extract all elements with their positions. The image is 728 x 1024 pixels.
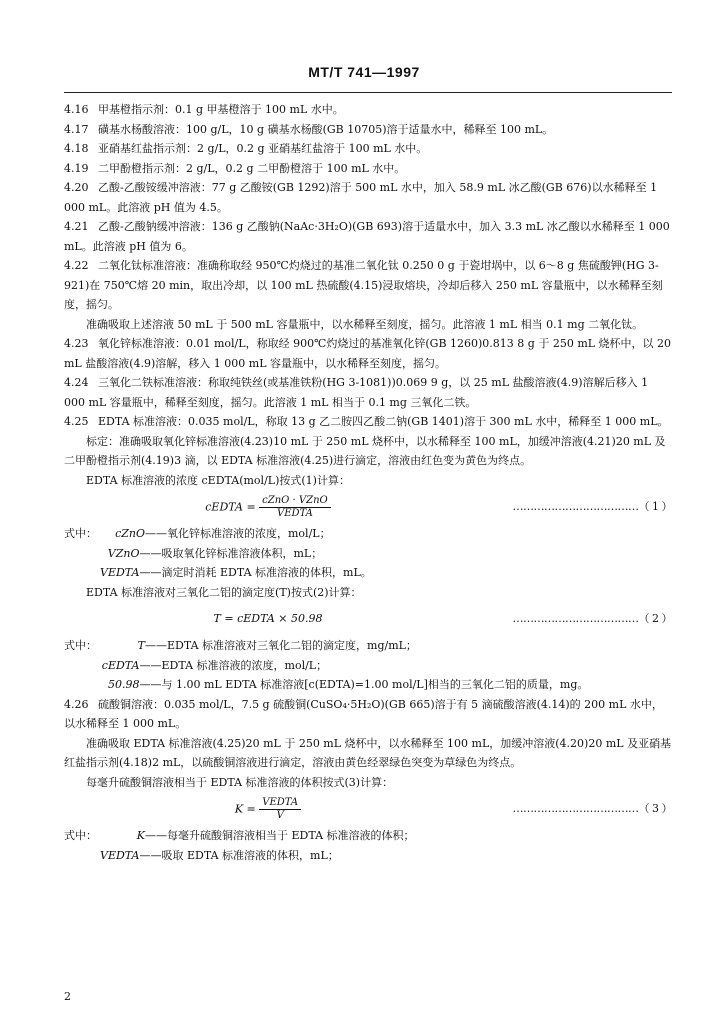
formula-1-fraction	[259, 495, 331, 520]
definition-text: ——吸取氧化锌标准溶液体积，mL；	[139, 546, 323, 560]
definition-symbol: cZnO	[115, 527, 145, 540]
item-number: 4.21	[64, 220, 89, 233]
item-4-17	[64, 120, 672, 140]
formula-1-expression	[64, 495, 472, 520]
item-text: 二甲酚橙指示剂：2 g/L，0.2 g 二甲酚橙溶于 100 mL 水中。	[98, 161, 406, 175]
formula-3-denominator: V	[276, 809, 284, 821]
formula-1	[64, 492, 672, 522]
definition-line	[64, 563, 672, 583]
item-text: 硫酸铜溶液：0.035 mol/L，7.5 g 硫酸铜(CuSO₄·5H₂O)(GB 665)溶于有 5 滴硫酸溶液(4.14)的 200 mL 水中，以水稀释至 1 000 mL。	[64, 697, 663, 730]
paragraph-4-26-calibration: 准确吸取 EDTA 标准溶液(4.25)20 mL 于 250 mL 烧杯中，以水稀释至 100 mL，加缓冲溶液(4.20)20 mL 及亚硝基红盐指示剂(4.18)2 mL，以硫酸铜溶液进行滴定，溶液由黄色经翠绿色突变为草绿色为终点。	[64, 736, 672, 769]
definition-symbol: cEDTA	[101, 658, 140, 672]
definitions-2	[64, 636, 672, 695]
definition-text: ——滴定时消耗 EDTA 标准溶液的体积，mL。	[139, 566, 372, 579]
item-text: EDTA 标准溶液：0.035 mol/L，称取 13 g 乙二胺四乙酸二钠(GB 1401)溶于 300 mL 水中，稀释至 1 000 mL。	[98, 415, 669, 428]
definition-text: ——EDTA 标准溶液的浓度，mol/L；	[139, 658, 328, 672]
item-text: 亚硝基红盐指示剂：2 g/L，0.2 g 亚硝基红盐溶于 100 mL 水中。	[98, 142, 428, 155]
formula-1-lhs: cEDTA =	[205, 500, 256, 513]
definition-symbol: VZnO	[107, 546, 140, 560]
item-text: 二氧化钛标准溶液：准确称取经 950℃灼烧过的基准二氧化钛 0.250 0 g 于瓷坩埚中，以 6～8 g 焦硫酸钾(HG 3-921)在 750℃熔 20 min，取出冷却，以 100 mL 热硫酸(4.15)浸取熔块，冷却后移入 250 mL 容量瓶中，以水稀释至刻度，摇匀。	[64, 259, 663, 311]
formula-1-number: ………………………………（ 1 ）	[512, 500, 672, 514]
item-number: 4.17	[64, 122, 89, 136]
item-4-19	[64, 159, 672, 179]
definition-symbol: VEDTA	[100, 848, 140, 862]
definitions-3	[64, 826, 672, 865]
formula-1-denominator: VEDTA	[277, 507, 313, 519]
formula-3	[64, 794, 672, 824]
item-4-23	[64, 334, 672, 373]
definition-symbol: 50.98	[108, 678, 140, 691]
formula-1-numerator: cZnO · VZnO	[259, 495, 331, 508]
item-text: 甲基橙指示剂：0.1 g 甲基橙溶于 100 mL 水中。	[98, 103, 344, 116]
item-number: 4.16	[64, 103, 89, 116]
formula-3-number: ………………………………（ 3 ）	[512, 802, 672, 816]
item-number: 4.23	[64, 337, 89, 350]
paragraph-4-22-dilution: 准确吸取上述溶液 50 mL 于 500 mL 容量瓶中，以水稀释至刻度，摇匀。此溶液 1 mL 相当 0.1 mg 二氧化钛。	[86, 317, 644, 331]
items-4-16-to-4-22	[64, 100, 672, 315]
definition-line	[64, 846, 672, 866]
item-number: 4.19	[64, 161, 89, 175]
paragraph-4-25-calibration: 标定：准确吸取氧化锌标准溶液(4.23)10 mL 于 250 mL 烧杯中，以水稀释至 100 mL，加缓冲溶液(4.21)20 mL 及二甲酚橙指示剂(4.19)3 滴，以 EDTA 标准溶液(4.25)进行滴定，溶液由红色变为黄色为终点。	[64, 434, 666, 467]
items-4-23-to-4-25	[64, 334, 672, 432]
definition-text: ——每毫升硫酸铜溶液相当于 EDTA 标准溶液的体积；	[145, 829, 415, 842]
item-4-24	[64, 373, 672, 412]
item-text: 磺基水杨酸溶液：100 g/L，10 g 磺基水杨酸(GB 10705)溶于适量水中，稀释至 100 mL。	[98, 122, 554, 136]
definition-line	[64, 656, 672, 676]
item-text: 乙酸-乙酸铵缓冲溶液：77 g 乙酸铵(GB 1292)溶于 500 mL 水中，加入 58.9 mL 冰乙酸(GB 676)以水稀释至 1 000 mL。此溶液 pH 值为 4.5。	[64, 181, 658, 214]
definitions-1	[64, 524, 672, 583]
item-4-20	[64, 178, 672, 217]
definition-line	[64, 524, 672, 544]
item-number: 4.26	[64, 697, 89, 711]
item-4-25	[64, 412, 672, 432]
formula-3-numerator: VEDTA	[259, 797, 301, 810]
definition-line	[64, 826, 672, 846]
definition-line	[64, 636, 672, 656]
item-text: 乙酸-乙酸钠缓冲溶液：136 g 乙酸钠(NaAc·3H₂O)(GB 693)溶于适量水中，加入 3.3 mL 冰乙酸以水稀释至 1 000 mL。此溶液 pH 值为 6。	[64, 220, 670, 253]
definition-symbol: K	[136, 829, 145, 842]
formula-3-expression	[64, 797, 472, 822]
paragraph-k-intro: 每毫升硫酸铜溶液相当于 EDTA 标准溶液的体积按式(3)计算：	[86, 775, 394, 789]
formula-2-number: ………………………………（ 2 ）	[512, 612, 672, 626]
definition-text: ——EDTA 标准溶液对三氧化二铝的滴定度，mg/mL；	[145, 639, 417, 652]
paragraph-titer-intro: EDTA 标准溶液对三氧化二铝的滴定度(T)按式(2)计算：	[86, 585, 362, 599]
definition-symbol: VEDTA	[100, 566, 140, 579]
definition-text: ——与 1.00 mL EDTA 标准溶液[c(EDTA)=1.00 mol/L]相当的三氧化二铝的质量，mg。	[139, 678, 589, 691]
item-number: 4.22	[64, 259, 89, 272]
item-4-18	[64, 139, 672, 159]
item-4-22	[64, 256, 672, 315]
page-header: MT/T 741—1997	[308, 64, 420, 80]
item-4-16	[64, 100, 672, 120]
definition-label: 式中：	[64, 829, 97, 842]
paragraph-conc-intro: EDTA 标准溶液的浓度 cEDTA(mol/L)按式(1)计算：	[86, 473, 350, 487]
item-number: 4.18	[64, 142, 89, 155]
header-rule	[64, 92, 672, 93]
definition-symbol: T	[137, 639, 145, 652]
definition-label: 式中：	[64, 639, 97, 652]
page-number: 2	[64, 990, 71, 1003]
definition-text: ——吸取 EDTA 标准溶液的体积，mL；	[139, 848, 339, 862]
item-4-21	[64, 217, 672, 256]
formula-2-expression: T = cEDTA × 50.98	[213, 612, 323, 626]
item-number: 4.24	[64, 376, 89, 389]
item-number: 4.20	[64, 181, 89, 194]
formula-3-fraction	[259, 797, 301, 822]
formula-2	[64, 604, 672, 634]
document-body	[64, 100, 672, 865]
item-number: 4.25	[64, 415, 89, 428]
formula-3-lhs: K =	[234, 802, 256, 815]
definition-line	[64, 544, 672, 564]
item-text: 氧化锌标准溶液：0.01 mol/L，称取经 900℃灼烧过的基准氧化锌(GB 1260)0.813 8 g 于 250 mL 烧杯中，以 20 mL 盐酸溶液(4.9)溶解，移入 1 000 mL 容量瓶中，以水稀释至刻度，摇匀。	[64, 337, 672, 370]
definition-text: ——氧化锌标准溶液的浓度，mol/L；	[145, 527, 331, 540]
item-4-26	[64, 695, 672, 734]
item-text: 三氧化二铁标准溶液：称取纯铁丝(或基准铁粉(HG 3-1081))0.069 9 g，以 25 mL 盐酸溶液(4.9)溶解后移入 1 000 mL 容量瓶中，稀释至刻度，摇匀。此溶液 1 mL 相当于 0.1 mg 三氧化二铁。	[64, 376, 649, 409]
definition-label: 式中：	[64, 527, 97, 540]
definition-line	[64, 675, 672, 695]
